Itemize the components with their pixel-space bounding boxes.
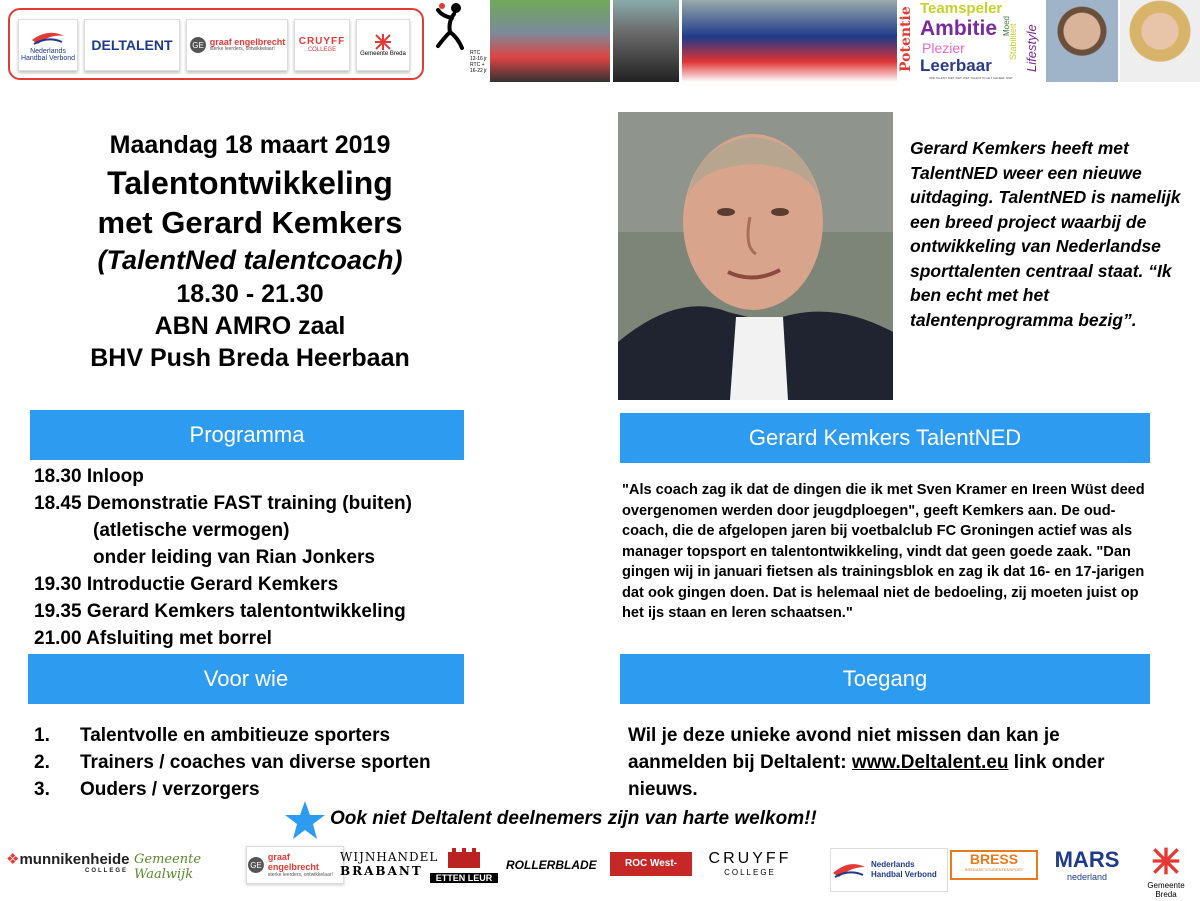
event-title: Talentontwikkeling <box>107 165 393 201</box>
top-sponsor-frame <box>8 8 424 80</box>
toegang-text: Wil je deze unieke avond niet missen dan kan je aanmelden bij Deltalent: www.Deltalent.eu link onder nieuws. <box>628 725 1105 800</box>
sponsor-logo-graaf-engelbrecht: GE graaf engelbrecht sterke leerders, ontwikkelaar! <box>186 19 288 71</box>
header-group-photo <box>682 0 897 82</box>
nhv-logo-icon <box>30 28 66 48</box>
deltalent-link[interactable]: www.Deltalent.eu <box>851 752 1009 773</box>
section-header-programma: Programma <box>30 410 464 460</box>
event-time: 18.30 - 21.30 <box>176 280 324 308</box>
sponsor-logo-cruyff-bottom: CRUYFF COLLEGE <box>708 850 792 877</box>
header-team-photo <box>490 0 610 82</box>
header-coach-photo <box>613 0 679 82</box>
voor-wie-list <box>34 722 431 803</box>
rtc-logo: RTC 12-16 jr RTC + 16-22 jr <box>432 2 486 80</box>
sponsor-logo-nhv-bottom: Nederlands Handbal Verbond <box>830 848 948 892</box>
sponsor-logo-breda: Gemeente Breda <box>356 19 410 71</box>
section-header-kemkers: Gerard Kemkers TalentNED <box>620 413 1150 463</box>
intro-text: Gerard Kemkers heeft met TalentNED weer een nieuwe uitdaging. TalentNED is namelijk een breed project waarbij de ontwikkeling van Nederlandse sporttalenten centraal staat. “Ik ben echt met het talentenprogramma bezig”. <box>910 138 1181 330</box>
header-portrait-woman <box>1120 0 1200 82</box>
breda-cross-icon <box>374 33 392 51</box>
word-cloud: Potentie Teamspeler Ambitie Plezier Leerbaar Moed Stabiliteit Lifestyle WIE TALENT NIET ZIET, ZIET TALENT IN HET GEHEEL NIET <box>898 0 1044 82</box>
sponsor-logo-munnikenheide: ❖munnikenheide COLLEGE <box>6 851 130 874</box>
list-item: 2. Trainers / coaches van diverse sporten <box>34 752 431 773</box>
nhv-logo-icon <box>831 859 867 881</box>
breda-cross-icon <box>1151 846 1181 876</box>
sponsor-logo-mars: MARS nederland <box>1054 847 1120 882</box>
sponsor-logo-breda-bottom: Gemeente Breda <box>1136 846 1196 899</box>
sponsor-logo-etten-leur: ETTEN LEUR <box>430 846 498 883</box>
sponsor-logo-deltalent: DELTALENT <box>84 19 180 71</box>
header-portrait-man <box>1046 0 1118 82</box>
sponsor-logo-nhv: Nederlands Handbal Verbond <box>18 19 78 71</box>
handball-player-icon <box>432 2 472 52</box>
event-location: BHV Push Breda Heerbaan <box>90 344 410 372</box>
sponsor-logo-cruyff: CRUYFF COLLEGE <box>294 19 350 71</box>
section-header-toegang: Toegang <box>620 654 1150 704</box>
bottom-sponsor-strip <box>6 846 1196 899</box>
programma-list <box>34 463 474 652</box>
list-item: 1. Talentvolle en ambitieuze sporters <box>34 725 391 746</box>
event-venue: ABN AMRO zaal <box>154 312 346 340</box>
star-icon <box>284 800 326 840</box>
event-subtitle: met Gerard Kemkers <box>97 205 403 240</box>
event-role: (TalentNed talentcoach) <box>97 245 403 275</box>
event-date: Maandag 18 maart 2019 <box>109 131 391 159</box>
ge-circle-icon <box>247 856 265 874</box>
list-item: 3. Ouders / verzorgers <box>34 779 260 800</box>
programma-item: 19.30 Introductie Gerard Kemkers <box>34 574 339 595</box>
programma-item: (atletische vermogen) <box>93 520 290 541</box>
section-header-voor-wie: Voor wie <box>28 654 464 704</box>
sponsor-logo-rollerblade: ROLLERBLADE <box>506 858 597 872</box>
svg-text:GE: GE <box>191 41 204 50</box>
sponsor-logo-bress: BRESS BREDASE STUDENTENSPORT <box>950 850 1038 880</box>
svg-text:GE: GE <box>250 860 262 870</box>
sponsor-logo-waalwijk: Gemeente Waalwijk <box>134 852 202 882</box>
sponsor-logo-roc: ROC West-Brabant <box>610 852 692 876</box>
portrait-illustration <box>618 112 893 400</box>
programma-item: onder leiding van Rian Jonkers <box>93 547 375 568</box>
welcome-text: Ook niet Deltalent deelnemers zijn van harte welkom!! <box>330 808 817 829</box>
event-title-block <box>30 128 470 374</box>
kemkers-quote: "Als coach zag ik dat de dingen die ik met Sven Kramer en Ireen Wüst deed overgenomen werden door jeugdploegen", geeft Kemkers aan. De oud-coach, die de afgelopen jaren bij voetbalclub FC Groningen actief was als manager topsport en talentontwikkeling, vindt dat geen goede zaak. "Dan gingen wij in januari fietsen als trainingsblok en zag ik dat 16- en 17-jarigen dat ook gingen doen. Dat is helemaal niet de bedoeling, zij moeten juist op het ijs staan en leren schaatsen." <box>622 482 1145 621</box>
gerard-kemkers-photo <box>618 112 893 400</box>
programma-item: 18.45 Demonstratie FAST training (buiten) <box>34 493 412 514</box>
ge-circle-icon <box>189 36 207 54</box>
castle-icon <box>444 846 484 868</box>
sponsor-logo-graaf-engelbrecht-bottom: GE graaf engelbrecht sterke leerders, ontwikkelaar! <box>246 846 344 884</box>
sponsor-logo-wijnhandel: WIJNHANDEL BRABANT <box>340 850 439 878</box>
programma-item: 19.35 Gerard Kemkers talentontwikkeling <box>34 601 406 622</box>
programma-item: 21.00 Afsluiting met borrel <box>34 628 272 649</box>
programma-item: 18.30 Inloop <box>34 466 144 487</box>
